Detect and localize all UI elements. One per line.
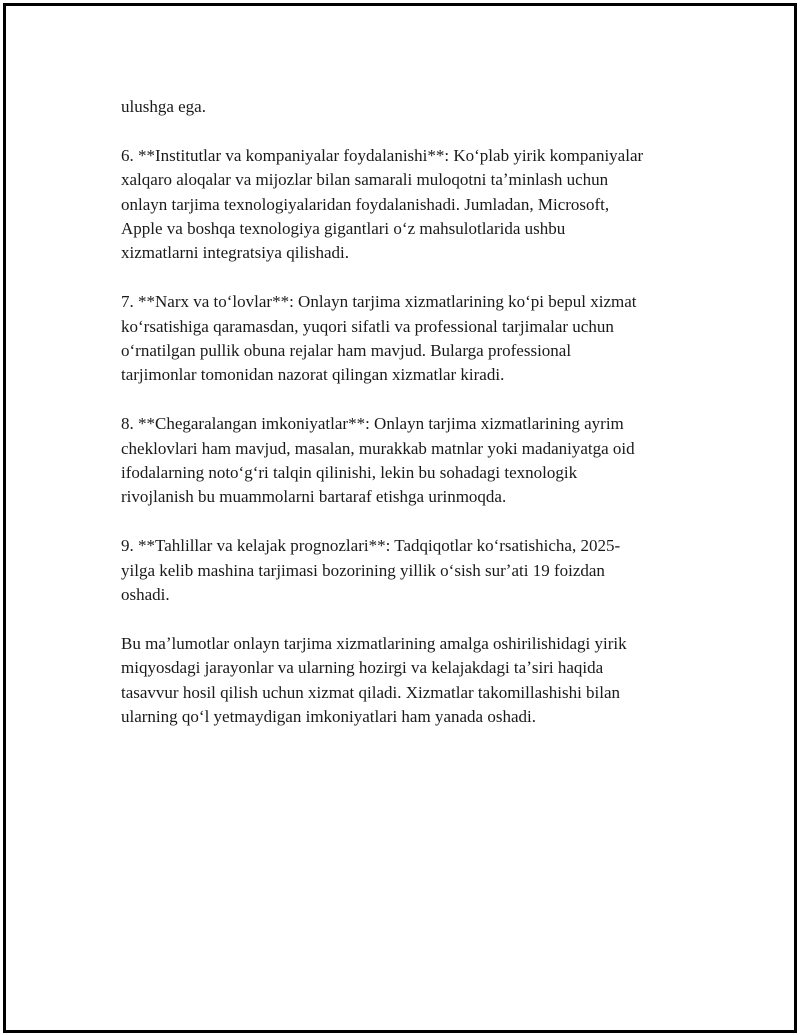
text-line: oshadi. <box>121 585 170 605</box>
text-line: ularning qoʻl yetmaydigan imkoniyatlari ham yanada oshadi. <box>121 707 536 727</box>
text-line: 6. **Institutlar va kompaniyalar foydalanishi**: Koʻplab yirik kompaniyalar <box>121 145 644 165</box>
text-line: Bu maʼlumotlar onlayn tarjima xizmatlarining amalga oshirilishidagi yirik <box>121 633 627 653</box>
document-body <box>121 95 711 754</box>
paragraph-continuation <box>121 95 711 119</box>
text-line: xalqaro aloqalar va mijozlar bilan samarali muloqotni taʼminlash uchun <box>121 170 609 190</box>
text-line: tasavvur hosil qilish uchun xizmat qiladi. Xizmatlar takomillashishi bilan <box>121 682 621 702</box>
document-page <box>3 3 797 1033</box>
paragraph-item-9 <box>121 534 711 607</box>
text-line: rivojlanish bu muammolarni bartaraf etishga urinmoqda. <box>121 487 507 507</box>
text-line: cheklovlari ham mavjud, masalan, murakkab matnlar yoki madaniyatga oid <box>121 438 635 458</box>
text-line: tarjimonlar tomonidan nazorat qilingan xizmatlar kiradi. <box>121 365 505 385</box>
text-line: 7. **Narx va toʻlovlar**: Onlayn tarjima xizmatlarining koʻpi bepul xizmat <box>121 292 637 312</box>
paragraph-conclusion <box>121 632 711 730</box>
text-line: miqyosdagi jarayonlar va ularning hozirgi va kelajakdagi taʼsiri haqida <box>121 658 604 678</box>
text-line: 8. **Chegaralangan imkoniyatlar**: Onlayn tarjima xizmatlarining ayrim <box>121 414 624 434</box>
paragraph-item-8 <box>121 412 711 510</box>
paragraph-item-6 <box>121 144 711 266</box>
paragraph-item-7 <box>121 290 711 388</box>
text-line: Apple va boshqa texnologiya gigantlari oʻz mahsulotlarida ushbu <box>121 219 566 239</box>
text-line: ifodalarning notoʻgʻri talqin qilinishi, lekin bu sohadagi texnologik <box>121 463 578 483</box>
text-line: koʻrsatishiga qaramasdan, yuqori sifatli va professional tarjimalar uchun <box>121 316 614 336</box>
text-line: ulushga ega. <box>121 97 206 116</box>
text-line: yilga kelib mashina tarjimasi bozorining yillik oʻsish surʼati 19 foizdan <box>121 560 605 580</box>
text-line: onlayn tarjima texnologiyalaridan foydalanishadi. Jumladan, Microsoft, <box>121 194 610 214</box>
text-line: xizmatlarni integratsiya qilishadi. <box>121 243 350 263</box>
text-line: oʻrnatilgan pullik obuna rejalar ham mavjud. Bularga professional <box>121 341 572 361</box>
text-line: 9. **Tahlillar va kelajak prognozlari**: Tadqiqotlar koʻrsatishicha, 2025- <box>121 536 621 556</box>
